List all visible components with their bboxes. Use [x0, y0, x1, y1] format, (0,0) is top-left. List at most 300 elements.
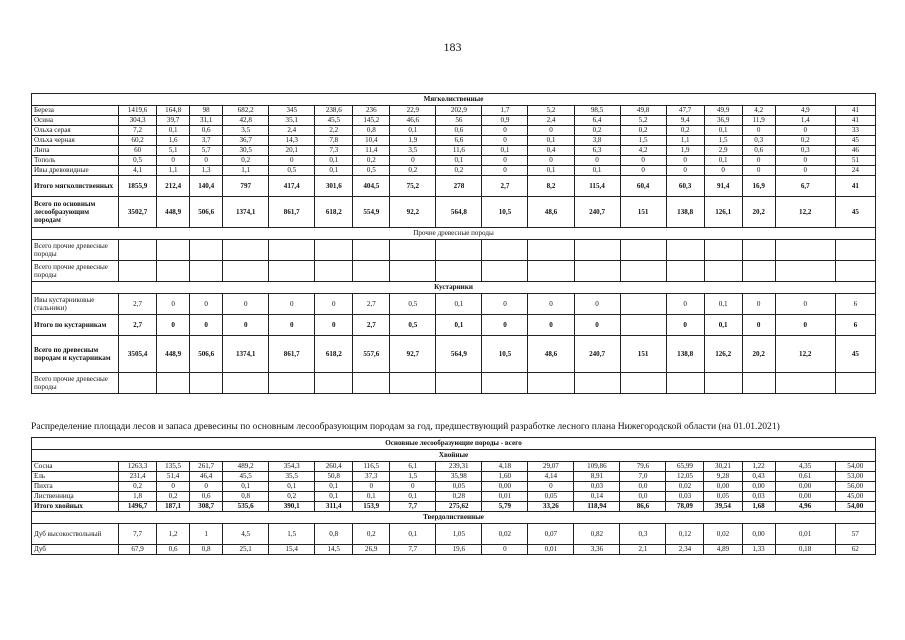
table-cell: 0,1: [436, 156, 482, 166]
row-label: Всего прочие древесные породы: [32, 373, 119, 394]
table-cell: 45: [835, 136, 875, 146]
table-cell: 47,7: [666, 106, 704, 116]
table-cell: 6,7: [775, 176, 835, 197]
table-cell: 62: [835, 545, 875, 555]
table-cell: 0: [666, 294, 704, 315]
table-cell: 0,03: [574, 482, 620, 492]
table-cell: 2,7: [482, 176, 528, 197]
table-cell: 0,1: [390, 492, 436, 502]
table-row: [32, 156, 876, 166]
table-cell: 1,1: [157, 166, 190, 176]
table-cell: 506,6: [190, 197, 223, 228]
table-cell: 0,05: [436, 482, 482, 492]
table-cell: 30,21: [704, 462, 742, 472]
table-cell: 0: [574, 294, 620, 315]
table-cell: 0: [742, 156, 775, 166]
table-cell: 51: [835, 156, 875, 166]
row-label: Пихта: [32, 482, 119, 492]
table-cell: 236: [353, 106, 390, 116]
table-cell: 618,2: [315, 197, 353, 228]
table-cell: 6: [835, 315, 875, 336]
table-cell: [620, 373, 666, 394]
table-cell: 35,1: [269, 116, 315, 126]
row-label: Дуб высокоствольный: [32, 524, 119, 545]
table-cell: 0,5: [119, 156, 157, 166]
table-cell: 0,61: [775, 472, 835, 482]
table-cell: 0: [742, 294, 775, 315]
table-cell: 126,1: [704, 197, 742, 228]
table-cell: 0,1: [436, 315, 482, 336]
row-label: Всего по древесным породам и кустарникам: [32, 336, 119, 373]
row-label: Осина: [32, 116, 119, 126]
table-cell: [666, 240, 704, 261]
table-cell: 0: [353, 482, 390, 492]
table-cell: 10,5: [482, 197, 528, 228]
table-cell: 238,6: [315, 106, 353, 116]
table-cell: 4,2: [620, 146, 666, 156]
table-cell: [390, 261, 436, 282]
section-header-row: [32, 228, 876, 240]
table-cell: 2,1: [620, 545, 666, 555]
table-cell: 0,5: [353, 166, 390, 176]
table-cell: 11,6: [436, 146, 482, 156]
table-cell: 20,1: [269, 146, 315, 156]
table-cell: 0,03: [666, 492, 704, 502]
table-cell: 0,2: [353, 156, 390, 166]
table-cell: 60,2: [119, 136, 157, 146]
table-cell: 14,5: [315, 545, 353, 555]
table-cell: 30,5: [223, 146, 269, 156]
row-label: Итого мягколиственных: [32, 176, 119, 197]
table-cell: [482, 373, 528, 394]
table-cell: 29,07: [528, 462, 574, 472]
table-row: [32, 492, 876, 502]
table-cell: 65,99: [666, 462, 704, 472]
table-cell: [353, 240, 390, 261]
table-cell: [436, 240, 482, 261]
table-cell: 46,6: [390, 116, 436, 126]
table-cell: 0,01: [528, 545, 574, 555]
table-row: [32, 336, 876, 373]
table-cell: 10,4: [353, 136, 390, 146]
table-cell: 0: [269, 315, 315, 336]
table-row: [32, 106, 876, 116]
table-cell: 0,5: [390, 294, 436, 315]
table-cell: 0: [157, 156, 190, 166]
table-cell: 0: [742, 166, 775, 176]
table-cell: 138,8: [666, 336, 704, 373]
table-cell: 57: [835, 524, 875, 545]
table-cell: 0: [574, 315, 620, 336]
table-cell: 0: [223, 315, 269, 336]
table-row: [32, 166, 876, 176]
table-cell: 60,3: [666, 176, 704, 197]
table-cell: 36,9: [704, 116, 742, 126]
table-cell: 1,33: [742, 545, 775, 555]
table-cell: 45,5: [223, 472, 269, 482]
table-cell: 239,31: [436, 462, 482, 472]
table-cell: [223, 261, 269, 282]
table-cell: 1,7: [482, 106, 528, 116]
table-cell: 212,4: [157, 176, 190, 197]
table-cell: 35,5: [269, 472, 315, 482]
table-cell: 0,8: [353, 126, 390, 136]
table-cell: [190, 261, 223, 282]
table-cell: [666, 261, 704, 282]
table-cell: 1,1: [666, 136, 704, 146]
table-cell: 53,00: [835, 472, 875, 482]
table-row: [32, 545, 876, 555]
table-cell: 202,9: [436, 106, 482, 116]
table-cell: [390, 373, 436, 394]
table-cell: 126,2: [704, 336, 742, 373]
table-cell: 0: [157, 315, 190, 336]
table-cell: 0,1: [315, 492, 353, 502]
table-cell: 0,3: [775, 146, 835, 156]
table-row: [32, 136, 876, 146]
table-cell: [190, 240, 223, 261]
table-cell: 1,4: [775, 116, 835, 126]
section-title: Кустарники: [32, 282, 876, 294]
table-cell: [620, 315, 666, 336]
table-cell: 14,3: [269, 136, 315, 146]
table-cell: 15,4: [269, 545, 315, 555]
table-cell: 231,4: [119, 472, 157, 482]
table-cell: 0: [620, 156, 666, 166]
table-cell: 0: [775, 126, 835, 136]
table-cell: 0,1: [390, 126, 436, 136]
section-title: Мягколиственные: [32, 94, 876, 106]
table-cell: 7,2: [119, 126, 157, 136]
table-cell: 1,60: [482, 472, 528, 482]
table-cell: 4,9: [775, 106, 835, 116]
table-cell: 39,54: [704, 502, 742, 512]
table-cell: 1,1: [223, 166, 269, 176]
table-cell: 0,1: [482, 146, 528, 156]
table-cell: 115,4: [574, 176, 620, 197]
table-cell: 145,2: [353, 116, 390, 126]
table-cell: 1,3: [190, 166, 223, 176]
table-cell: 448,9: [157, 336, 190, 373]
table-cell: 4,96: [775, 502, 835, 512]
table-cell: 0,6: [190, 492, 223, 502]
table-cell: 1,22: [742, 462, 775, 472]
table-cell: 0,4: [528, 146, 574, 156]
table-cell: 7,7: [390, 502, 436, 512]
table-cell: 506,6: [190, 336, 223, 373]
table-cell: 0: [190, 156, 223, 166]
table-cell: 1,5: [390, 472, 436, 482]
table-cell: 0: [528, 156, 574, 166]
row-label: Ольха серая: [32, 126, 119, 136]
table-cell: [269, 240, 315, 261]
table-cell: 278: [436, 176, 482, 197]
table-cell: 1855,9: [119, 176, 157, 197]
table-cell: 1,2: [157, 524, 190, 545]
table-cell: 22,9: [390, 106, 436, 116]
table-cell: 0,6: [190, 126, 223, 136]
table-cell: 0: [482, 156, 528, 166]
table-cell: 98: [190, 106, 223, 116]
section-title: Хвойные: [32, 450, 876, 462]
table-cell: 60: [119, 146, 157, 156]
table-row: [32, 197, 876, 228]
table-cell: [528, 240, 574, 261]
table-cell: 1,8: [119, 492, 157, 502]
table-cell: 37,3: [353, 472, 390, 482]
table-cell: 390,1: [269, 502, 315, 512]
table-cell: 0,1: [390, 524, 436, 545]
table-cell: [157, 373, 190, 394]
table-cell: 0: [482, 136, 528, 146]
table-cell: 4,5: [223, 524, 269, 545]
table-cell: 5,2: [620, 116, 666, 126]
table-cell: 0,2: [436, 166, 482, 176]
table-cell: 0: [620, 166, 666, 176]
table-cell: [482, 240, 528, 261]
table-cell: 489,2: [223, 462, 269, 472]
table-cell: 0,1: [223, 482, 269, 492]
table-cell: 0,8: [315, 524, 353, 545]
table-cell: 41: [835, 116, 875, 126]
table-cell: [315, 373, 353, 394]
table-cell: 0: [482, 166, 528, 176]
table-cell: 0,6: [436, 126, 482, 136]
table-cell: 0: [269, 294, 315, 315]
row-label: Дуб: [32, 545, 119, 555]
table-cell: 0,2: [119, 482, 157, 492]
table-row: [32, 472, 876, 482]
table-cell: 20,2: [742, 336, 775, 373]
table-row: [32, 524, 876, 545]
table-cell: 0: [157, 294, 190, 315]
table-cell: 92,2: [390, 197, 436, 228]
table-cell: 0,8: [190, 545, 223, 555]
table-cell: 564,9: [436, 336, 482, 373]
table-cell: 11,4: [353, 146, 390, 156]
table-cell: 0,00: [742, 524, 775, 545]
table-row: [32, 294, 876, 315]
table-cell: 0,82: [574, 524, 620, 545]
table-cell: 0,8: [223, 492, 269, 502]
table-cell: 535,6: [223, 502, 269, 512]
table-cell: 98,5: [574, 106, 620, 116]
table-cell: 1,5: [704, 136, 742, 146]
table-cell: 0,2: [666, 126, 704, 136]
table-cell: 311,4: [315, 502, 353, 512]
table-cell: 2,4: [528, 116, 574, 126]
table-cell: 0,02: [666, 482, 704, 492]
row-label: Сосна: [32, 462, 119, 472]
table-cell: 91,4: [704, 176, 742, 197]
row-label: Ель: [32, 472, 119, 482]
table-cell: [620, 294, 666, 315]
table-cell: 0,2: [775, 136, 835, 146]
table-cell: 56: [436, 116, 482, 126]
table-cell: 48,6: [528, 336, 574, 373]
table-cell: [436, 373, 482, 394]
table-cell: 164,8: [157, 106, 190, 116]
row-label: Итого хвойных: [32, 502, 119, 512]
table-cell: 2,9: [704, 146, 742, 156]
table-cell: 41: [835, 106, 875, 116]
table-cell: [704, 261, 742, 282]
table-cell: 5,1: [157, 146, 190, 156]
table-cell: [835, 261, 875, 282]
row-label: Итого по кустарникам: [32, 315, 119, 336]
table-cell: 12,05: [666, 472, 704, 482]
table-cell: 1374,1: [223, 197, 269, 228]
table-cell: [704, 373, 742, 394]
table-cell: 78,09: [666, 502, 704, 512]
table-cell: 67,9: [119, 545, 157, 555]
table-cell: 0: [742, 126, 775, 136]
table-cell: 1419,6: [119, 106, 157, 116]
table-cell: 54,00: [835, 462, 875, 472]
table-cell: [835, 240, 875, 261]
table-cell: 3502,7: [119, 197, 157, 228]
table-cell: 554,9: [353, 197, 390, 228]
table-cell: 45,00: [835, 492, 875, 502]
table-cell: 3,36: [574, 545, 620, 555]
table-cell: 92,7: [390, 336, 436, 373]
table-cell: 1,05: [436, 524, 482, 545]
table-cell: 19,6: [436, 545, 482, 555]
table-cell: 25,1: [223, 545, 269, 555]
table-cell: 1,5: [269, 524, 315, 545]
table-cell: 0,1: [574, 166, 620, 176]
table-cell: 56,00: [835, 482, 875, 492]
table-cell: [223, 373, 269, 394]
table-cell: 187,1: [157, 502, 190, 512]
table-cell: 116,5: [353, 462, 390, 472]
table-cell: 0: [528, 482, 574, 492]
table-cell: 0,18: [775, 545, 835, 555]
table-cell: 45: [835, 197, 875, 228]
table-cell: 45: [835, 336, 875, 373]
table-cell: 36,7: [223, 136, 269, 146]
table-cell: 0,5: [269, 166, 315, 176]
table-cell: [775, 261, 835, 282]
table-cell: [353, 373, 390, 394]
table-cell: 31,1: [190, 116, 223, 126]
table-cell: 42,8: [223, 116, 269, 126]
table-cell: 0,6: [157, 545, 190, 555]
table-cell: [775, 373, 835, 394]
table-cell: 0: [775, 166, 835, 176]
table-row: [32, 240, 876, 261]
table-cell: [528, 373, 574, 394]
table-cell: 0: [775, 294, 835, 315]
table-cell: 0,1: [353, 492, 390, 502]
table-cell: 6,4: [574, 116, 620, 126]
table-cell: 5,2: [528, 106, 574, 116]
table-cell: 0,2: [353, 524, 390, 545]
table-cell: 0,00: [704, 482, 742, 492]
table-cell: 0: [315, 315, 353, 336]
table-cell: 7,8: [315, 136, 353, 146]
table-cell: 12,2: [775, 197, 835, 228]
table-cell: 0,9: [482, 116, 528, 126]
table-cell: 0,1: [157, 126, 190, 136]
table-cell: 0: [482, 126, 528, 136]
table-cell: [704, 240, 742, 261]
table-cell: 6: [835, 294, 875, 315]
table-cell: 49,9: [704, 106, 742, 116]
table-cell: [119, 373, 157, 394]
table-cell: 6,1: [390, 462, 436, 472]
table-cell: 1,5: [620, 136, 666, 146]
table-cell: 1,9: [666, 146, 704, 156]
table-cell: 140,4: [190, 176, 223, 197]
table-cell: 16,9: [742, 176, 775, 197]
table-cell: 26,9: [353, 545, 390, 555]
table-row: [32, 373, 876, 394]
table-cell: 0,5: [390, 315, 436, 336]
table-cell: 0,1: [315, 166, 353, 176]
table-cell: 0,02: [704, 524, 742, 545]
table-cell: 0,1: [269, 482, 315, 492]
table-cell: 20,2: [742, 197, 775, 228]
table-row: [32, 116, 876, 126]
table-cell: 75,2: [390, 176, 436, 197]
table-cell: 0,1: [704, 126, 742, 136]
table-cell: 0: [315, 294, 353, 315]
table-cell: 618,2: [315, 336, 353, 373]
table-cell: 33,26: [528, 502, 574, 512]
table-cell: 2,34: [666, 545, 704, 555]
table-cell: 2,7: [353, 315, 390, 336]
table-cell: 0: [666, 315, 704, 336]
table-cell: [835, 373, 875, 394]
table-cell: 9,28: [704, 472, 742, 482]
table-cell: 3,5: [390, 146, 436, 156]
table-cell: 304,3: [119, 116, 157, 126]
table-row: [32, 146, 876, 156]
table-cell: 138,8: [666, 197, 704, 228]
table-cell: 0,1: [528, 136, 574, 146]
table-cell: [119, 240, 157, 261]
table-cell: [190, 373, 223, 394]
row-label: Тополь: [32, 156, 119, 166]
table-cell: 79,6: [620, 462, 666, 472]
section-header-row: [32, 282, 876, 294]
table-cell: 0,01: [482, 492, 528, 502]
table-cell: 7,7: [119, 524, 157, 545]
section-header-row: [32, 94, 876, 106]
table-cell: [666, 373, 704, 394]
table-cell: [223, 240, 269, 261]
table-cell: 0,0: [620, 492, 666, 502]
table-cell: 0,1: [436, 294, 482, 315]
page-number: 183: [443, 40, 462, 54]
table-cell: 0,1: [704, 294, 742, 315]
table-cell: [315, 240, 353, 261]
table-cell: 308,7: [190, 502, 223, 512]
table-cell: 0,2: [157, 492, 190, 502]
table-cell: 6,6: [436, 136, 482, 146]
table-cell: 0: [482, 545, 528, 555]
table-cell: 417,4: [269, 176, 315, 197]
table-cell: 45,5: [315, 116, 353, 126]
table-cell: 0: [666, 156, 704, 166]
table-cell: 0: [666, 166, 704, 176]
table-row: [32, 462, 876, 472]
table-cell: 3,5: [223, 126, 269, 136]
table-cell: 557,6: [353, 336, 390, 373]
row-label: Всего прочие древесные породы: [32, 240, 119, 261]
table-cell: 8,2: [528, 176, 574, 197]
